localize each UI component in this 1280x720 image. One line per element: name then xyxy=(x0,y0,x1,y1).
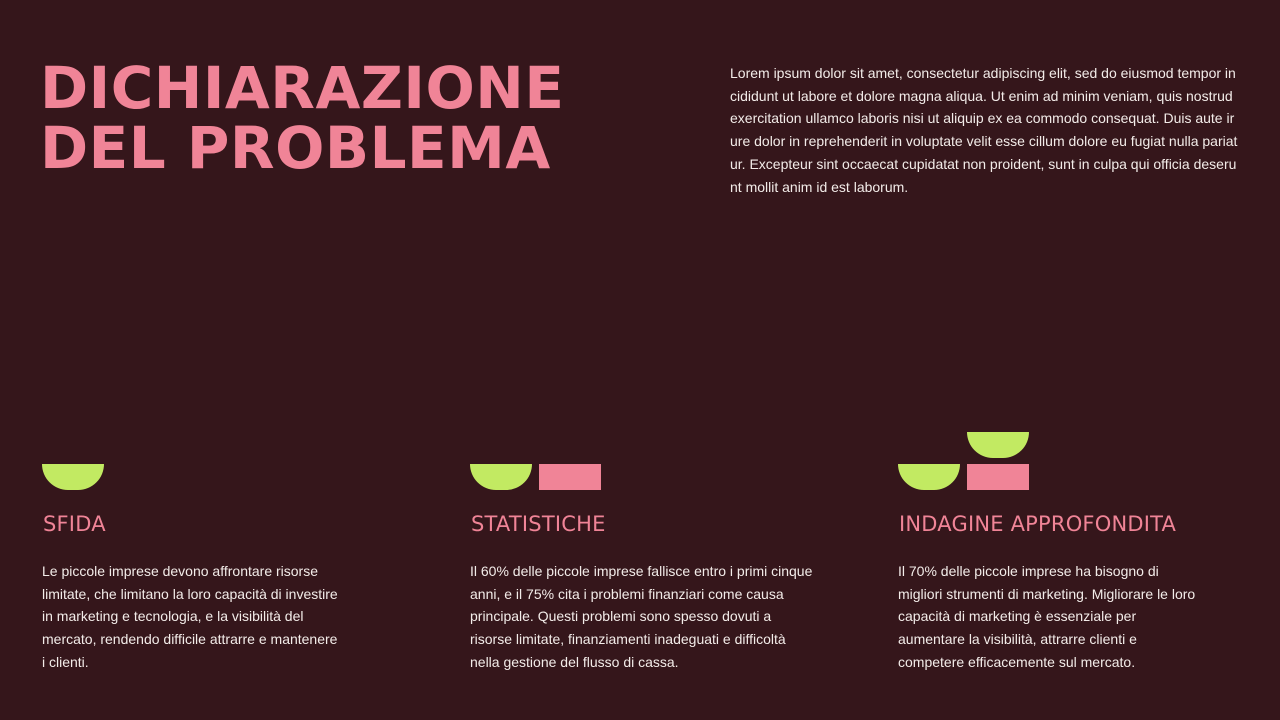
rectangle-shape-icon xyxy=(967,464,1029,490)
column-text: Il 60% delle piccole imprese fallisce entro i primi cinque anni, e il 75% cita i problemi finanziari come causa principale. Questi problemi sono spesso dovuti a risorse limitate, finanziamenti inadeguati e difficoltà nella gestione del flusso di cassa. xyxy=(470,563,813,670)
column-text: Il 70% delle piccole imprese ha bisogno di migliori strumenti di marketing. Migliorare le loro capacità di marketing è essenziale per aumentare la visibilità, attrarre clienti e competere efficacemente sul mercato. xyxy=(898,563,1196,670)
column-heading: SFIDA xyxy=(43,512,106,536)
rectangle-shape-icon xyxy=(539,464,601,490)
semicircle-shape-icon xyxy=(898,464,960,490)
column-text: Le piccole imprese devono affrontare risorse limitate, che limitano la loro capacità di investire in marketing e tecnologia, e la visibilità del mercato, rendendo difficile attrarre e mantenere i clienti. xyxy=(42,563,338,670)
decorative-shapes xyxy=(898,430,1038,492)
column-heading: INDAGINE APPROFONDITA xyxy=(899,512,1177,536)
title-line-2: DEL PROBLEMA xyxy=(40,114,551,182)
decorative-shapes xyxy=(42,430,182,492)
semicircle-shape-icon xyxy=(470,464,532,490)
semicircle-shape-icon xyxy=(967,432,1029,458)
column-indagine xyxy=(898,430,1258,670)
column-statistiche xyxy=(470,430,830,670)
title-line-1: DICHIARAZIONE xyxy=(40,54,565,122)
column-sfida xyxy=(42,430,402,670)
page-title xyxy=(40,54,680,182)
column-heading: STATISTICHE xyxy=(471,512,606,536)
decorative-shapes xyxy=(470,430,610,492)
intro-paragraph: Lorem ipsum dolor sit amet, consectetur adipiscing elit, sed do eiusmod tempor incididunt ut labore et dolore magna aliqua. Ut enim ad minim veniam, quis nostrud exercitation ullamco laboris nisi ut aliquip ex ea commodo consequat. Duis aute irure dolor in reprehenderit in voluptate velit esse cillum dolore eu fugiat nulla pariatur. Excepteur sint occaecat cupidatat non proident, sunt in culpa qui officia deserunt mollit anim id est laborum. xyxy=(730,65,1238,195)
semicircle-shape-icon xyxy=(42,464,104,490)
